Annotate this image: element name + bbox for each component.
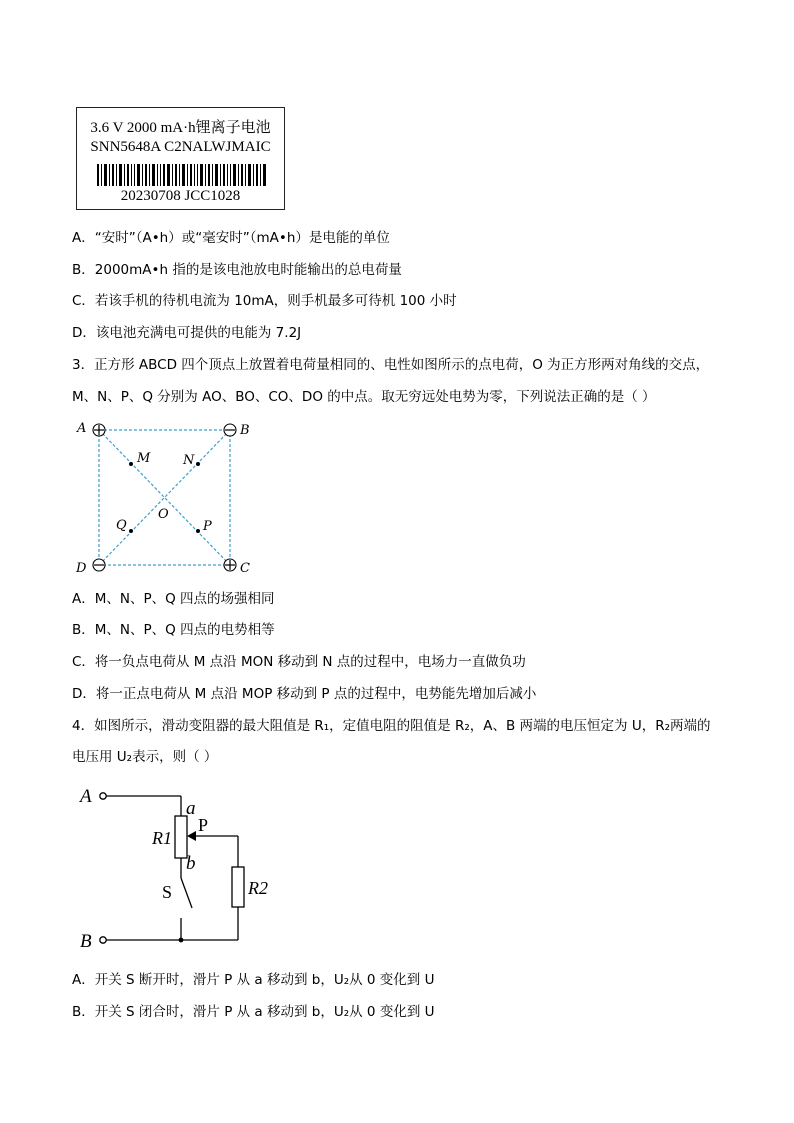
barcode-image — [97, 164, 267, 186]
point-n-dot — [196, 462, 200, 466]
junction-dot — [179, 938, 184, 943]
q2-option-a: A．“安时”（A•h）或“毫安时”（mA•h）是电能的单位 — [72, 230, 390, 246]
end-a-label: a — [186, 798, 196, 819]
label-p: P — [203, 519, 212, 534]
q4-stem-line1: 4．如图所示，滑动变阻器的最大阻值是 R₁，定值电阻的阻值是 R₂，A、B 两端的电压恒定为 U，R₂两端的 — [72, 718, 711, 734]
q2-option-c: C．若该手机的待机电流为 10mA，则手机最多可待机 100 小时 — [72, 293, 457, 309]
label-o: O — [158, 507, 169, 522]
label-q: Q — [116, 518, 127, 533]
q3-square-figure — [70, 414, 270, 579]
point-p-dot — [196, 529, 200, 533]
square-outline — [99, 430, 230, 565]
q3-option-a: A．M、N、P、Q 四点的场强相同 — [72, 591, 275, 607]
q4-stem-line2: 电压用 U₂表示，则（ ） — [72, 749, 218, 765]
battery-date-line: 20230708 JCC1028 — [120, 188, 241, 204]
battery-spec-line: 3.6 V 2000 mA·h锂离子电池 — [90, 120, 271, 136]
q3-option-d: D．将一正点电荷从 M 点沿 MOP 移动到 P 点的过程中，电势能先增加后减小 — [72, 686, 537, 702]
resistor-r2 — [232, 867, 244, 907]
q3-option-c: C．将一负点电荷从 M 点沿 MON 移动到 N 点的过程中，电场力一直做负功 — [72, 654, 526, 670]
battery-serial-line: SNN5648A C2NALWJMAIC — [90, 139, 271, 155]
point-m-dot — [129, 462, 133, 466]
q3-stem-line1: 3．正方形 ABCD 四个顶点上放置着电荷量相同的、电性如图所示的点电荷，O 为正方形两对角线的交点， — [72, 357, 710, 373]
label-m: M — [137, 451, 151, 466]
q4-option-a: A．开关 S 断开时，滑片 P 从 a 移动到 b，U₂从 0 变化到 U — [72, 972, 435, 988]
switch-label: S — [162, 882, 173, 902]
switch-s — [181, 878, 192, 908]
r2-label: R2 — [248, 878, 268, 898]
diagonal-ac — [99, 430, 230, 565]
battery-label — [76, 107, 285, 210]
end-b-label: b — [186, 853, 196, 874]
r1-label: R1 — [152, 828, 172, 848]
q3-option-b: B．M、N、P、Q 四点的电势相等 — [72, 622, 275, 638]
terminal-b-label: B — [80, 931, 92, 952]
q4-circuit-diagram — [76, 780, 268, 952]
q2-option-b: B．2000mA•h 指的是该电池放电时能输出的总电荷量 — [72, 262, 402, 278]
terminal-a-label: A — [80, 786, 92, 807]
diagonal-bd — [99, 430, 230, 565]
terminal-a — [100, 793, 106, 799]
label-d: D — [76, 561, 87, 576]
label-c: C — [240, 561, 250, 576]
q4-option-b: B．开关 S 闭合时，滑片 P 从 a 移动到 b，U₂从 0 变化到 U — [72, 1004, 435, 1020]
q3-stem-line2: M、N、P、Q 分别为 AO、BO、CO、DO 的中点。取无穷远处电势为零，下列说法正确的是（ ） — [72, 389, 656, 405]
slider-p-label: P — [198, 815, 209, 835]
label-a: A — [77, 421, 87, 436]
label-n: N — [183, 453, 195, 468]
slider-arrow-icon — [187, 831, 196, 841]
resistor-r1 — [175, 816, 187, 858]
point-q-dot — [129, 529, 133, 533]
terminal-b — [100, 937, 106, 943]
label-b: B — [240, 423, 250, 438]
q2-option-d: D．该电池充满电可提供的电能为 7.2J — [72, 325, 302, 341]
